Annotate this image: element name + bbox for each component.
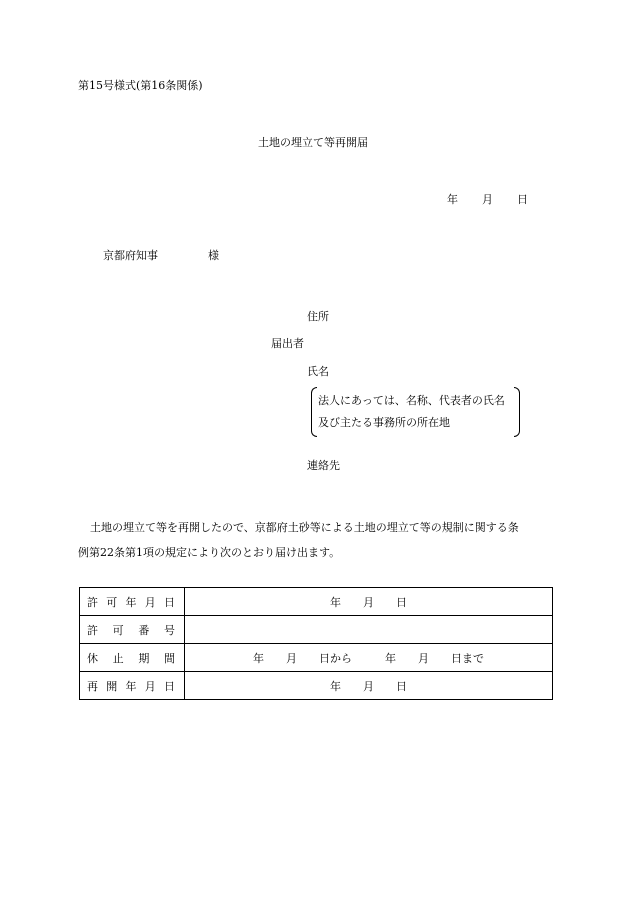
label-char: 休 [87, 651, 98, 665]
row-label [80, 672, 185, 700]
label-char: 開 [106, 679, 118, 693]
label-char: 可 [106, 595, 118, 609]
label-char: 号 [163, 623, 175, 637]
label-char: 年 [125, 595, 137, 609]
corporate-note-line1: 法人にあっては、名称、代表者の氏名 [318, 394, 505, 407]
addressee-honorific: 様 [208, 249, 219, 262]
label-char: 可 [112, 623, 124, 637]
address-label: 住所 [307, 310, 329, 323]
row-label [80, 616, 185, 644]
right-bracket [514, 387, 520, 437]
body-line-1: 土地の埋立て等を再開したので、京都府土砂等による土地の埋立て等の規制に関する条 [90, 521, 519, 534]
row-value-text: 年 月 日から 年 月 日まで [253, 651, 484, 665]
table-row [80, 616, 553, 644]
label-char: 年 [125, 679, 137, 693]
label-char: 止 [112, 651, 124, 665]
form-number: 第15号様式(第16条関係) [78, 79, 203, 92]
table-row [80, 672, 553, 700]
label-char: 間 [163, 651, 175, 665]
label-char: 月 [144, 679, 156, 693]
row-value[interactable] [185, 672, 553, 700]
label-char: 許 [87, 623, 98, 637]
row-value[interactable] [185, 588, 553, 616]
contact-label: 連絡先 [307, 459, 340, 472]
name-label: 氏名 [307, 365, 329, 378]
row-value-text: 年 月 日 [330, 595, 407, 609]
label-char: 日 [164, 679, 175, 693]
label-char: 番 [138, 623, 150, 637]
row-value[interactable] [185, 616, 553, 644]
table-row [80, 644, 553, 672]
label-char: 月 [144, 595, 156, 609]
date-day: 日 [517, 193, 528, 206]
notifier-label: 届出者 [271, 337, 304, 350]
row-label [80, 644, 185, 672]
corporate-note-line2: 及び主たる事務所の所在地 [318, 416, 450, 429]
label-char: 許 [87, 595, 98, 609]
addressee-name: 京都府知事 [103, 249, 158, 262]
row-label [80, 588, 185, 616]
row-value[interactable] [185, 644, 553, 672]
date-month: 月 [482, 193, 493, 206]
document-title: 土地の埋立て等再開届 [258, 136, 368, 149]
details-table [79, 587, 553, 700]
label-char: 期 [138, 651, 150, 665]
left-bracket [311, 387, 317, 437]
label-char: 日 [164, 595, 175, 609]
table-row [80, 588, 553, 616]
label-char: 再 [87, 679, 98, 693]
date-year: 年 [447, 193, 458, 206]
body-line-2: 例第22条第1項の規定により次のとおり届け出ます。 [78, 546, 341, 559]
row-value-text: 年 月 日 [330, 679, 407, 693]
